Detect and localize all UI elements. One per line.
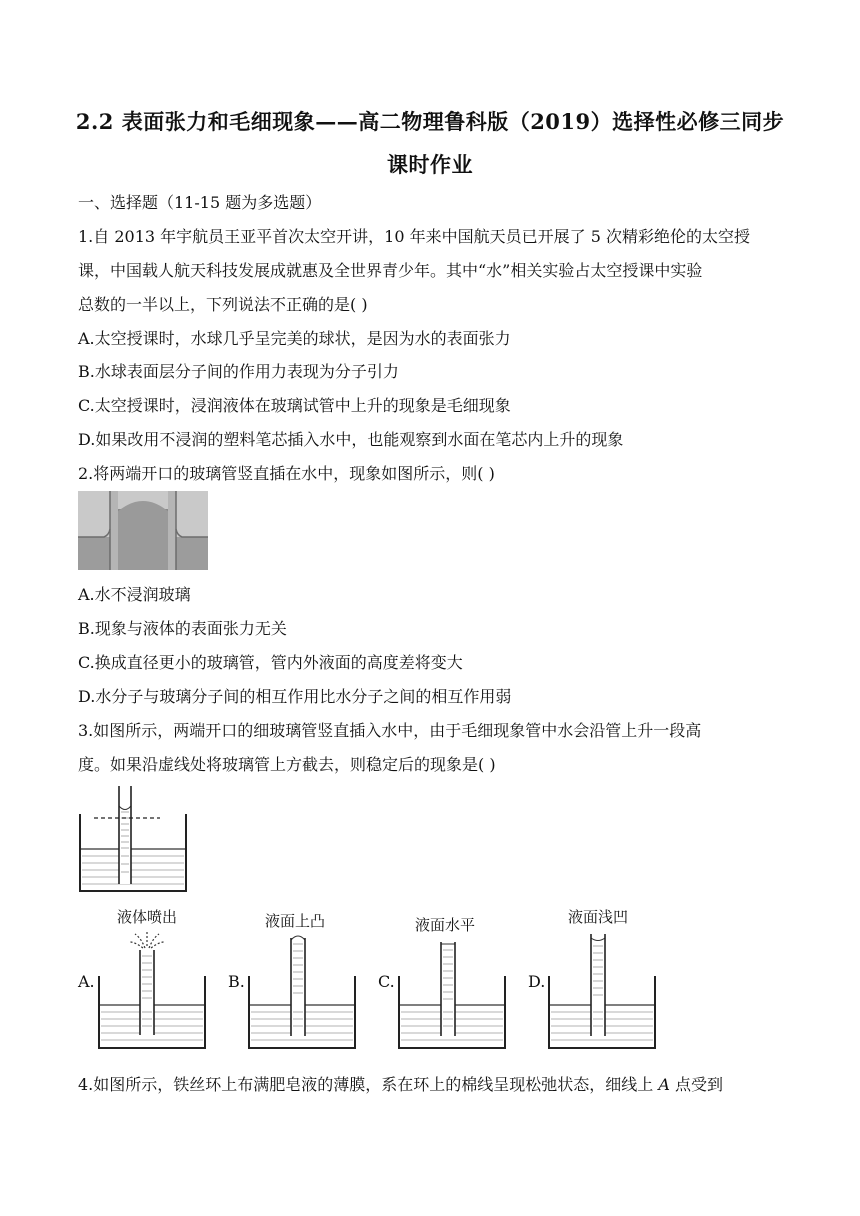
q3-option-a-figure xyxy=(97,926,207,1054)
q2-option-b: B.现象与液体的表面张力无关 xyxy=(78,619,287,638)
page-title: 2.2 表面张力和毛细现象——高二物理鲁科版（2019）选择性必修三同步 xyxy=(75,109,785,134)
q2-stem: 2.将两端开口的玻璃管竖直插在水中，现象如图所示，则( ) xyxy=(78,464,495,483)
q3-option-c-figure xyxy=(397,938,507,1054)
q2-capillary-photo xyxy=(78,491,208,570)
q1-stem-line1: 1.自 2013 年宇航员王亚平首次太空开讲，10 年来中国航天员已开展了 5 次精彩绝伦的太空授 xyxy=(78,227,750,246)
q1-stem-line2: 课，中国载人航天科技发展成就惠及全世界青少年。其中“水”相关实验占太空授课中实验 xyxy=(78,261,703,280)
q4-stem-text: 4.如图所示，铁丝环上布满肥皂液的薄膜，系在环上的棉线呈现松弛状态，细线上 xyxy=(78,1075,659,1094)
q3-stem-line1: 3.如图所示，两端开口的细玻璃管竖直插入水中，由于毛细现象管中水会沿管上升一段高 xyxy=(78,721,702,740)
q1-stem-line3: 总数的一半以上，下列说法不正确的是( ) xyxy=(78,295,368,314)
q3-figure-d-caption: 液面浅凹 xyxy=(568,908,629,926)
q4-stem-text-end: 点受到 xyxy=(669,1075,724,1094)
q3-option-c-letter: C. xyxy=(378,972,395,991)
q4-point-a: A xyxy=(658,1075,670,1094)
q3-figure-c-caption: 液面水平 xyxy=(415,916,476,934)
q1-option-a: A.太空授课时，水球几乎呈完美的球状，是因为水的表面张力 xyxy=(78,329,511,348)
q3-option-d-figure xyxy=(547,930,657,1054)
q2-option-d: D.水分子与玻璃分子间的相互作用比水分子之间的相互作用弱 xyxy=(78,687,512,706)
q4-stem-line1 xyxy=(78,1072,723,1095)
q3-figure-b-caption: 液面上凸 xyxy=(265,912,326,930)
q3-option-a-letter: A. xyxy=(78,972,95,991)
q3-option-b-letter: B. xyxy=(228,972,245,991)
q3-option-d-letter: D. xyxy=(528,972,546,991)
q1-option-b: B.水球表面层分子间的作用力表现为分子引力 xyxy=(78,362,399,381)
section-heading: 一、选择题（11-15 题为多选题） xyxy=(78,193,322,212)
q1-option-d: D.如果改用不浸润的塑料笔芯插入水中，也能观察到水面在笔芯内上升的现象 xyxy=(78,430,624,449)
q1-option-c: C.太空授课时，浸润液体在玻璃试管中上升的现象是毛细现象 xyxy=(78,396,511,415)
q3-stem-line2: 度。如果沿虚线处将玻璃管上方截去，则稳定后的现象是( ) xyxy=(78,755,496,774)
q2-option-c: C.换成直径更小的玻璃管，管内外液面的高度差将变大 xyxy=(78,653,463,672)
q3-option-b-figure xyxy=(247,932,357,1054)
q3-figure-a-caption: 液体喷出 xyxy=(117,908,178,926)
page-title-continued: 课时作业 xyxy=(387,152,473,177)
q2-option-a: A.水不浸润玻璃 xyxy=(78,585,191,604)
q3-beaker-figure xyxy=(78,784,188,894)
